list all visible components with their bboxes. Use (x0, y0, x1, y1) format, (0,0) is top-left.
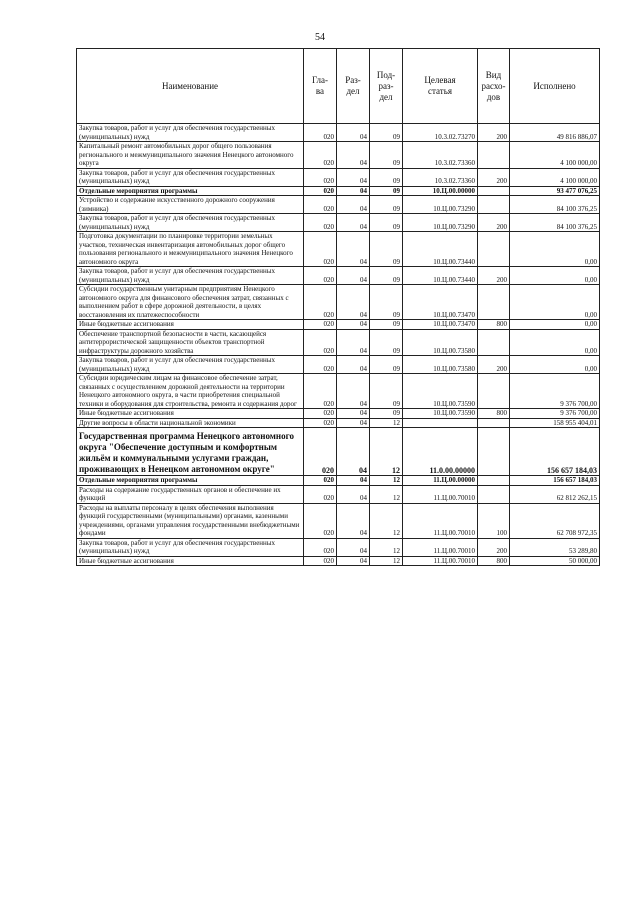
row-name-cell: Расходы на выплаты персоналу в целях обеспечения выполнения функций государственными (муниципальными) органами, казенными учреждениями, органами управления государственными внебюджетными фондами (77, 503, 304, 538)
row-name-cell: Закупка товаров, работ и услуг для обеспечения государственных (муниципальных) нужд (77, 356, 304, 374)
row-razdel-cell: 04 (337, 556, 370, 566)
row-target-cell: 10.Ц.00.00000 (403, 186, 478, 196)
table-row (77, 214, 600, 232)
row-razdel-cell: 04 (337, 374, 370, 409)
header-amount: Исполнено (510, 49, 600, 124)
row-name-cell: Закупка товаров, работ и услуг для обеспечения государственных (муниципальных) нужд (77, 538, 304, 556)
row-glava-cell: 020 (304, 538, 337, 556)
row-name-cell: Другие вопросы в области национальной экономики (77, 418, 304, 428)
row-razdel-cell: 04 (337, 329, 370, 356)
row-vid-cell (478, 142, 510, 169)
row-glava-cell: 020 (304, 196, 337, 214)
row-name-cell: Закупка товаров, работ и услуг для обеспечения государственных (муниципальных) нужд (77, 214, 304, 232)
row-glava-cell: 020 (304, 503, 337, 538)
header-vid: Вид расхо- дов (478, 49, 510, 124)
row-target-cell: 10.3.02.73360 (403, 142, 478, 169)
row-vid-cell: 200 (478, 124, 510, 142)
row-vid-cell: 200 (478, 356, 510, 374)
row-name-cell: Государственная программа Ненецкого автономного округа "Обеспечение доступным и комфортным жильём и коммунальными услугами граждан, проживающих в Ненецком автономном округе" (77, 428, 304, 476)
row-podrazdel-cell: 12 (370, 556, 403, 566)
table-row (77, 356, 600, 374)
row-razdel-cell: 04 (337, 503, 370, 538)
row-razdel-cell: 04 (337, 485, 370, 503)
row-razdel-cell: 04 (337, 538, 370, 556)
row-target-cell: 11.Ц.00.00000 (403, 476, 478, 486)
table-row (77, 374, 600, 409)
row-amount-cell: 4 100 000,00 (510, 168, 600, 186)
row-razdel-cell: 04 (337, 124, 370, 142)
row-vid-cell (478, 186, 510, 196)
row-vid-cell (478, 285, 510, 320)
row-glava-cell: 020 (304, 232, 337, 267)
table-header-row (77, 49, 600, 124)
row-razdel-cell: 04 (337, 476, 370, 486)
table-row (77, 285, 600, 320)
row-amount-cell: 0,00 (510, 267, 600, 285)
row-target-cell: 11.Ц.00.70010 (403, 538, 478, 556)
row-glava-cell: 020 (304, 485, 337, 503)
row-razdel-cell: 04 (337, 267, 370, 285)
row-glava-cell: 020 (304, 409, 337, 419)
table-body (77, 124, 600, 566)
table-row (77, 124, 600, 142)
row-target-cell: 10.Ц.00.73580 (403, 329, 478, 356)
row-podrazdel-cell: 09 (370, 285, 403, 320)
row-amount-cell: 84 100 376,25 (510, 196, 600, 214)
table-row (77, 329, 600, 356)
row-podrazdel-cell: 09 (370, 168, 403, 186)
header-target: Целевая статья (403, 49, 478, 124)
row-target-cell: 10.Ц.00.73470 (403, 285, 478, 320)
row-vid-cell: 800 (478, 320, 510, 330)
row-glava-cell: 020 (304, 168, 337, 186)
row-name-cell: Иные бюджетные ассигнования (77, 409, 304, 419)
row-vid-cell (478, 329, 510, 356)
row-podrazdel-cell: 12 (370, 485, 403, 503)
row-target-cell: 11.Ц.00.70010 (403, 503, 478, 538)
row-target-cell: 10.Ц.00.73290 (403, 214, 478, 232)
row-amount-cell: 84 100 376,25 (510, 214, 600, 232)
row-target-cell: 10.Ц.00.73580 (403, 356, 478, 374)
row-vid-cell (478, 196, 510, 214)
row-glava-cell: 020 (304, 267, 337, 285)
table-row (77, 428, 600, 476)
row-vid-cell: 800 (478, 556, 510, 566)
row-glava-cell: 020 (304, 124, 337, 142)
row-vid-cell (478, 374, 510, 409)
row-amount-cell: 158 955 404,01 (510, 418, 600, 428)
row-razdel-cell: 04 (337, 320, 370, 330)
row-name-cell: Субсидии юридическим лицам на финансовое обеспечение затрат, связанных с осуществлением дорожной деятельности на территории Ненецкого автономного округа, в части приобретения специальной техники и оборудования для строительства, ремонта и содержания дорог (77, 374, 304, 409)
row-amount-cell: 9 376 700,00 (510, 409, 600, 419)
row-name-cell: Устройство и содержание искусственного дорожного сооружения (зимника) (77, 196, 304, 214)
row-name-cell: Закупка товаров, работ и услуг для обеспечения государственных (муниципальных) нужд (77, 124, 304, 142)
row-podrazdel-cell: 09 (370, 214, 403, 232)
header-name: Наименование (77, 49, 304, 124)
header-razdel: Раз- дел (337, 49, 370, 124)
row-name-cell: Обеспечение транспортной безопасности в части, касающейся антитеррористической защищенности объектов транспортной инфраструктуры дорожного хозяйства (77, 329, 304, 356)
row-podrazdel-cell: 09 (370, 232, 403, 267)
row-name-cell: Субсидии государственным унитарным предприятиям Ненецкого автономного округа для финансового обеспечения затрат, связанных с выполнением работ в сфере дорожной деятельности, в целях восстановления их платежеспособности (77, 285, 304, 320)
row-target-cell (403, 418, 478, 428)
row-target-cell: 11.0.00.00000 (403, 428, 478, 476)
row-target-cell: 10.3.02.73270 (403, 124, 478, 142)
row-glava-cell: 020 (304, 329, 337, 356)
table-row (77, 142, 600, 169)
row-podrazdel-cell: 09 (370, 329, 403, 356)
row-glava-cell: 020 (304, 374, 337, 409)
row-podrazdel-cell: 09 (370, 196, 403, 214)
row-amount-cell: 49 816 886,07 (510, 124, 600, 142)
row-amount-cell: 0,00 (510, 356, 600, 374)
row-vid-cell (478, 428, 510, 476)
row-name-cell: Капитальный ремонт автомобильных дорог общего пользования регионального и межмуниципального значения Ненецкого автономного округа (77, 142, 304, 169)
table-row (77, 476, 600, 486)
row-razdel-cell: 04 (337, 356, 370, 374)
row-name-cell: Иные бюджетные ассигнования (77, 320, 304, 330)
row-target-cell: 10.Ц.00.73470 (403, 320, 478, 330)
row-vid-cell (478, 232, 510, 267)
row-razdel-cell: 04 (337, 428, 370, 476)
row-razdel-cell: 04 (337, 409, 370, 419)
row-podrazdel-cell: 09 (370, 409, 403, 419)
budget-table (76, 48, 600, 566)
table-row (77, 556, 600, 566)
row-vid-cell: 100 (478, 503, 510, 538)
row-target-cell: 10.Ц.00.73440 (403, 267, 478, 285)
row-target-cell: 10.Ц.00.73590 (403, 374, 478, 409)
row-name-cell: Закупка товаров, работ и услуг для обеспечения государственных (муниципальных) нужд (77, 168, 304, 186)
row-razdel-cell: 04 (337, 168, 370, 186)
row-podrazdel-cell: 09 (370, 186, 403, 196)
row-glava-cell: 020 (304, 476, 337, 486)
header-glava: Гла- ва (304, 49, 337, 124)
row-vid-cell (478, 485, 510, 503)
row-glava-cell: 020 (304, 142, 337, 169)
row-razdel-cell: 04 (337, 418, 370, 428)
row-amount-cell: 62 812 262,15 (510, 485, 600, 503)
row-glava-cell: 020 (304, 186, 337, 196)
table-row (77, 196, 600, 214)
row-amount-cell: 0,00 (510, 285, 600, 320)
row-amount-cell: 0,00 (510, 320, 600, 330)
row-amount-cell: 53 289,80 (510, 538, 600, 556)
table-row (77, 418, 600, 428)
row-amount-cell: 9 376 700,00 (510, 374, 600, 409)
table-row (77, 538, 600, 556)
row-glava-cell: 020 (304, 356, 337, 374)
row-vid-cell: 200 (478, 267, 510, 285)
row-podrazdel-cell: 12 (370, 476, 403, 486)
row-target-cell: 11.Ц.00.70010 (403, 485, 478, 503)
row-glava-cell: 020 (304, 428, 337, 476)
row-target-cell: 10.Ц.00.73290 (403, 196, 478, 214)
row-vid-cell: 200 (478, 538, 510, 556)
row-glava-cell: 020 (304, 320, 337, 330)
row-target-cell: 11.Ц.00.70010 (403, 556, 478, 566)
row-glava-cell: 020 (304, 214, 337, 232)
row-podrazdel-cell: 09 (370, 267, 403, 285)
row-podrazdel-cell: 09 (370, 320, 403, 330)
row-name-cell: Отдельные мероприятия программы (77, 186, 304, 196)
row-vid-cell (478, 476, 510, 486)
row-amount-cell: 156 657 184,03 (510, 428, 600, 476)
row-podrazdel-cell: 09 (370, 356, 403, 374)
row-amount-cell: 0,00 (510, 232, 600, 267)
row-amount-cell: 4 100 000,00 (510, 142, 600, 169)
row-name-cell: Подготовка документации по планировке территории земельных участков, техническая инвентаризация автомобильных дорог общего пользования регионального и межмуниципального значения Ненецкого автономного округа (77, 232, 304, 267)
row-name-cell: Отдельные мероприятия программы (77, 476, 304, 486)
table-row (77, 503, 600, 538)
row-podrazdel-cell: 12 (370, 418, 403, 428)
table-row (77, 485, 600, 503)
row-razdel-cell: 04 (337, 142, 370, 169)
table-row (77, 186, 600, 196)
table-row (77, 232, 600, 267)
row-amount-cell: 93 477 076,25 (510, 186, 600, 196)
row-razdel-cell: 04 (337, 214, 370, 232)
row-razdel-cell: 04 (337, 186, 370, 196)
row-vid-cell: 200 (478, 214, 510, 232)
row-target-cell: 10.Ц.00.73440 (403, 232, 478, 267)
page-number: 54 (315, 32, 325, 43)
row-glava-cell: 020 (304, 418, 337, 428)
row-amount-cell: 156 657 184,03 (510, 476, 600, 486)
row-amount-cell: 50 000,00 (510, 556, 600, 566)
row-podrazdel-cell: 09 (370, 124, 403, 142)
table-row (77, 267, 600, 285)
row-glava-cell: 020 (304, 285, 337, 320)
row-razdel-cell: 04 (337, 232, 370, 267)
row-razdel-cell: 04 (337, 285, 370, 320)
row-amount-cell: 0,00 (510, 329, 600, 356)
row-podrazdel-cell: 12 (370, 538, 403, 556)
header-podrazdel: Под- раз- дел (370, 49, 403, 124)
table-row (77, 168, 600, 186)
row-name-cell: Расходы на содержание государственных органов и обеспечение их функций (77, 485, 304, 503)
row-razdel-cell: 04 (337, 196, 370, 214)
row-target-cell: 10.3.02.73360 (403, 168, 478, 186)
row-vid-cell (478, 418, 510, 428)
row-amount-cell: 62 708 972,35 (510, 503, 600, 538)
row-podrazdel-cell: 12 (370, 503, 403, 538)
row-podrazdel-cell: 09 (370, 142, 403, 169)
row-vid-cell: 200 (478, 168, 510, 186)
row-glava-cell: 020 (304, 556, 337, 566)
row-vid-cell: 800 (478, 409, 510, 419)
row-name-cell: Иные бюджетные ассигнования (77, 556, 304, 566)
row-target-cell: 10.Ц.00.73590 (403, 409, 478, 419)
row-podrazdel-cell: 09 (370, 374, 403, 409)
table-row (77, 320, 600, 330)
row-name-cell: Закупка товаров, работ и услуг для обеспечения государственных (муниципальных) нужд (77, 267, 304, 285)
row-podrazdel-cell: 12 (370, 428, 403, 476)
table-row (77, 409, 600, 419)
